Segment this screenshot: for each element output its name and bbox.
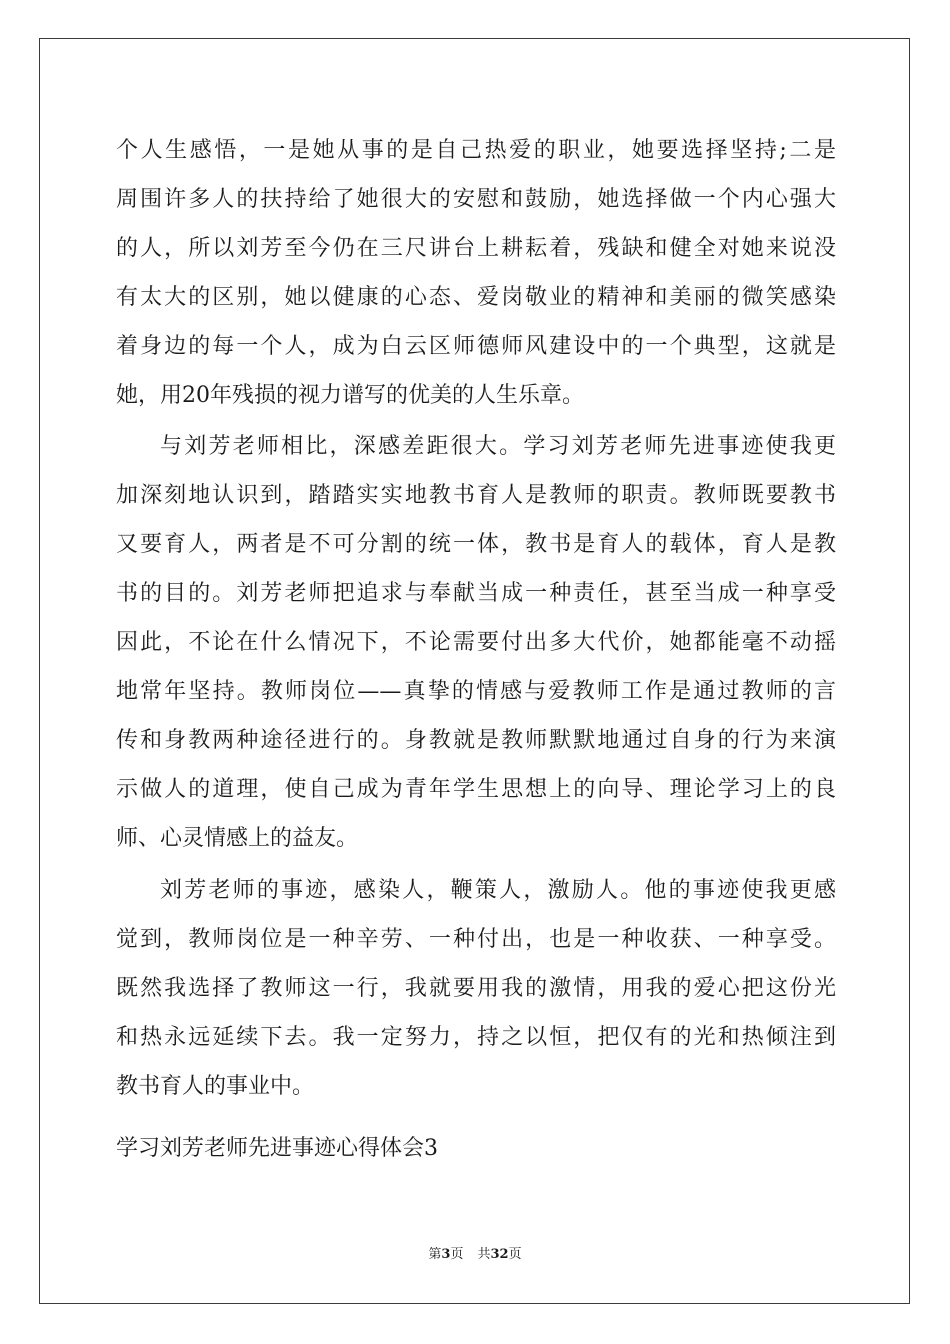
paragraph-2-line-5: 因此，不论在什么情况下，不论需要付出多大代价，她都能毫不动摇: [116, 630, 836, 655]
paragraph-2-line-2: 加深刻地认识到，踏踏实实地教书育人是教师的职责。教师既要教书: [116, 483, 836, 508]
paragraph-2-line-9: 师、心灵情感上的益友。: [116, 826, 359, 851]
paragraph-3-line-4: 和热永远延续下去。我一定努力，持之以恒，把仅有的光和热倾注到: [116, 1025, 836, 1050]
paragraph-2-line-7: 传和身教两种途径进行的。身教就是教师默默地通过自身的行为来演: [116, 728, 836, 753]
paragraph-3-line-2: 觉到，教师岗位是一种辛劳、一种付出，也是一种收获、一种享受。: [116, 927, 836, 952]
footer-page-total: 32: [490, 1247, 509, 1262]
section-heading: 学习刘芳老师先进事迹心得体会3: [116, 1136, 438, 1161]
footer-total-unit: 页: [508, 1247, 522, 1262]
paragraph-2-line-6: 地常年坚持。教师岗位——真挚的情感与爱教师工作是通过教师的言: [116, 679, 836, 704]
paragraph-2-line-4: 书的目的。刘芳老师把追求与奉献当成一种责任，甚至当成一种享受: [116, 581, 836, 606]
paragraph-2-line-3: 又要育人，两者是不可分割的统一体，教书是育人的载体，育人是教: [116, 532, 836, 557]
paragraph-3-line-5: 教书育人的事业中。: [116, 1074, 315, 1099]
paragraph-2-line-1: 与刘芳老师相比，深感差距很大。学习刘芳老师先进事迹使我更: [160, 434, 836, 459]
paragraph-3-line-3: 既然我选择了教师这一行，我就要用我的激情，用我的爱心把这份光: [116, 976, 836, 1001]
paragraph-2-line-8: 示做人的道理，使自己成为青年学生思想上的向导、理论学习上的良: [116, 777, 836, 802]
footer-page-unit: 页: [450, 1247, 464, 1262]
paragraph-1-line-5: 着身边的每一个人，成为白云区师德师风建设中的一个典型，这就是: [116, 334, 836, 359]
footer-page-prefix: 第: [428, 1247, 442, 1262]
footer-total-prefix: 共: [477, 1247, 491, 1262]
paragraph-3-line-1: 刘芳老师的事迹，感染人，鞭策人，激励人。他的事迹使我更感: [160, 878, 836, 903]
page-border: [39, 38, 910, 1304]
paragraph-1-line-4: 有太大的区别，她以健康的心态、爱岗敬业的精神和美丽的微笑感染: [116, 285, 836, 310]
paragraph-1-line-3: 的人，所以刘芳至今仍在三尺讲台上耕耘着，残缺和健全对她来说没: [116, 236, 836, 261]
paragraph-1-line-1: 个人生感悟，一是她从事的是自己热爱的职业，她要选择坚持;二是: [116, 138, 836, 163]
paragraph-1-line-2: 周围许多人的扶持给了她很大的安慰和鼓励，她选择做一个内心强大: [116, 187, 836, 212]
page-footer: [0, 1246, 950, 1264]
footer-page-current: 3: [441, 1247, 451, 1262]
paragraph-1-line-6: 她，用20年残损的视力谱写的优美的人生乐章。: [116, 383, 584, 408]
